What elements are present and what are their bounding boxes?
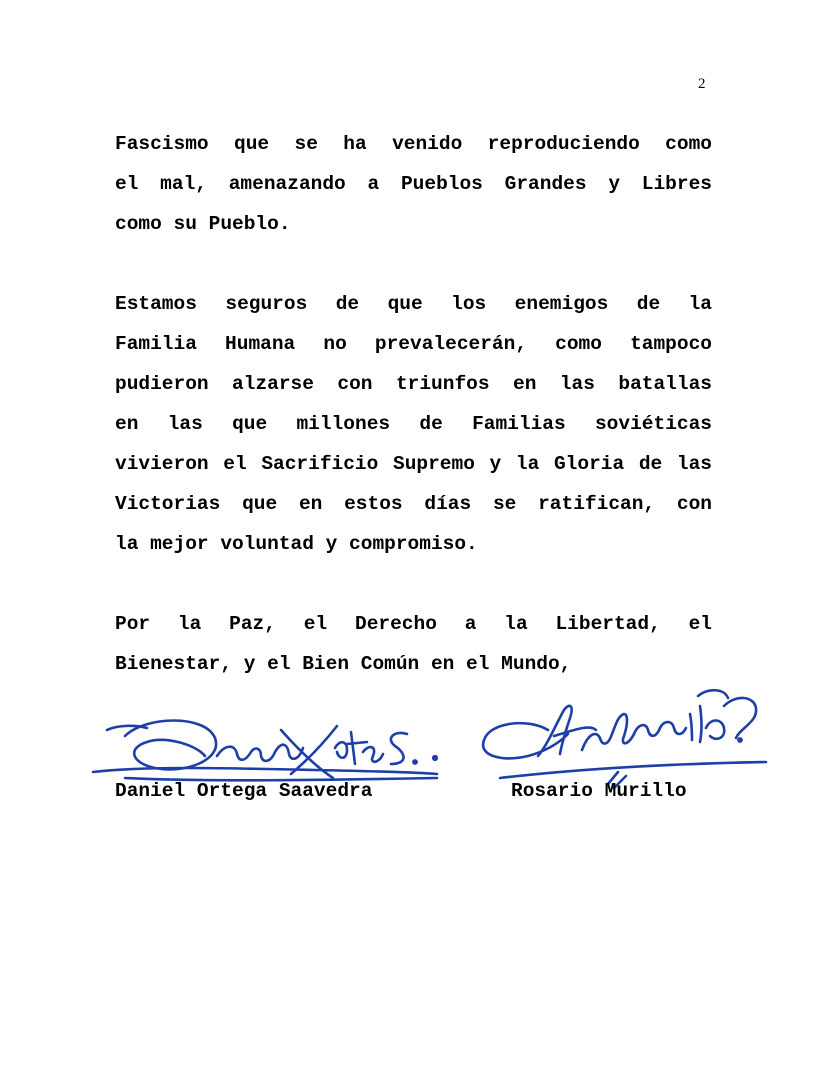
signatory-name-right: Rosario Murillo: [511, 780, 687, 802]
paragraph-2: [115, 284, 712, 564]
paragraph-line: como su Pueblo.: [115, 213, 291, 235]
paragraph-line: Victorias que en estos días se ratifican, con: [115, 493, 712, 515]
signature-daniel-ortega: [85, 708, 445, 786]
paragraph-line: en las que millones de Familias soviéticas: [115, 413, 712, 435]
paragraph-line: vivieron el Sacrificio Supremo y la Gloria de las: [115, 453, 712, 475]
paragraph-line: Fascismo que se ha venido reproduciendo como: [115, 133, 712, 155]
paragraph-line: Bienestar, y el Bien Común en el Mundo,: [115, 653, 572, 675]
paragraph-3: [115, 604, 712, 684]
paragraph-line: Por la Paz, el Derecho a la Libertad, el: [115, 613, 712, 635]
paragraph-1: [115, 124, 712, 244]
paragraph-line: Estamos seguros de que los enemigos de la: [115, 293, 712, 315]
paragraph-line: la mejor voluntad y compromiso.: [115, 533, 478, 555]
paragraph-line: pudieron alzarse con triunfos en las batallas: [115, 373, 712, 395]
signatory-name-left: Daniel Ortega Saavedra: [115, 780, 373, 802]
page-number: 2: [698, 76, 706, 92]
paragraph-line: el mal, amenazando a Pueblos Grandes y Libres: [115, 173, 712, 195]
paragraph-line: Familia Humana no prevalecerán, como tampoco: [115, 333, 712, 355]
